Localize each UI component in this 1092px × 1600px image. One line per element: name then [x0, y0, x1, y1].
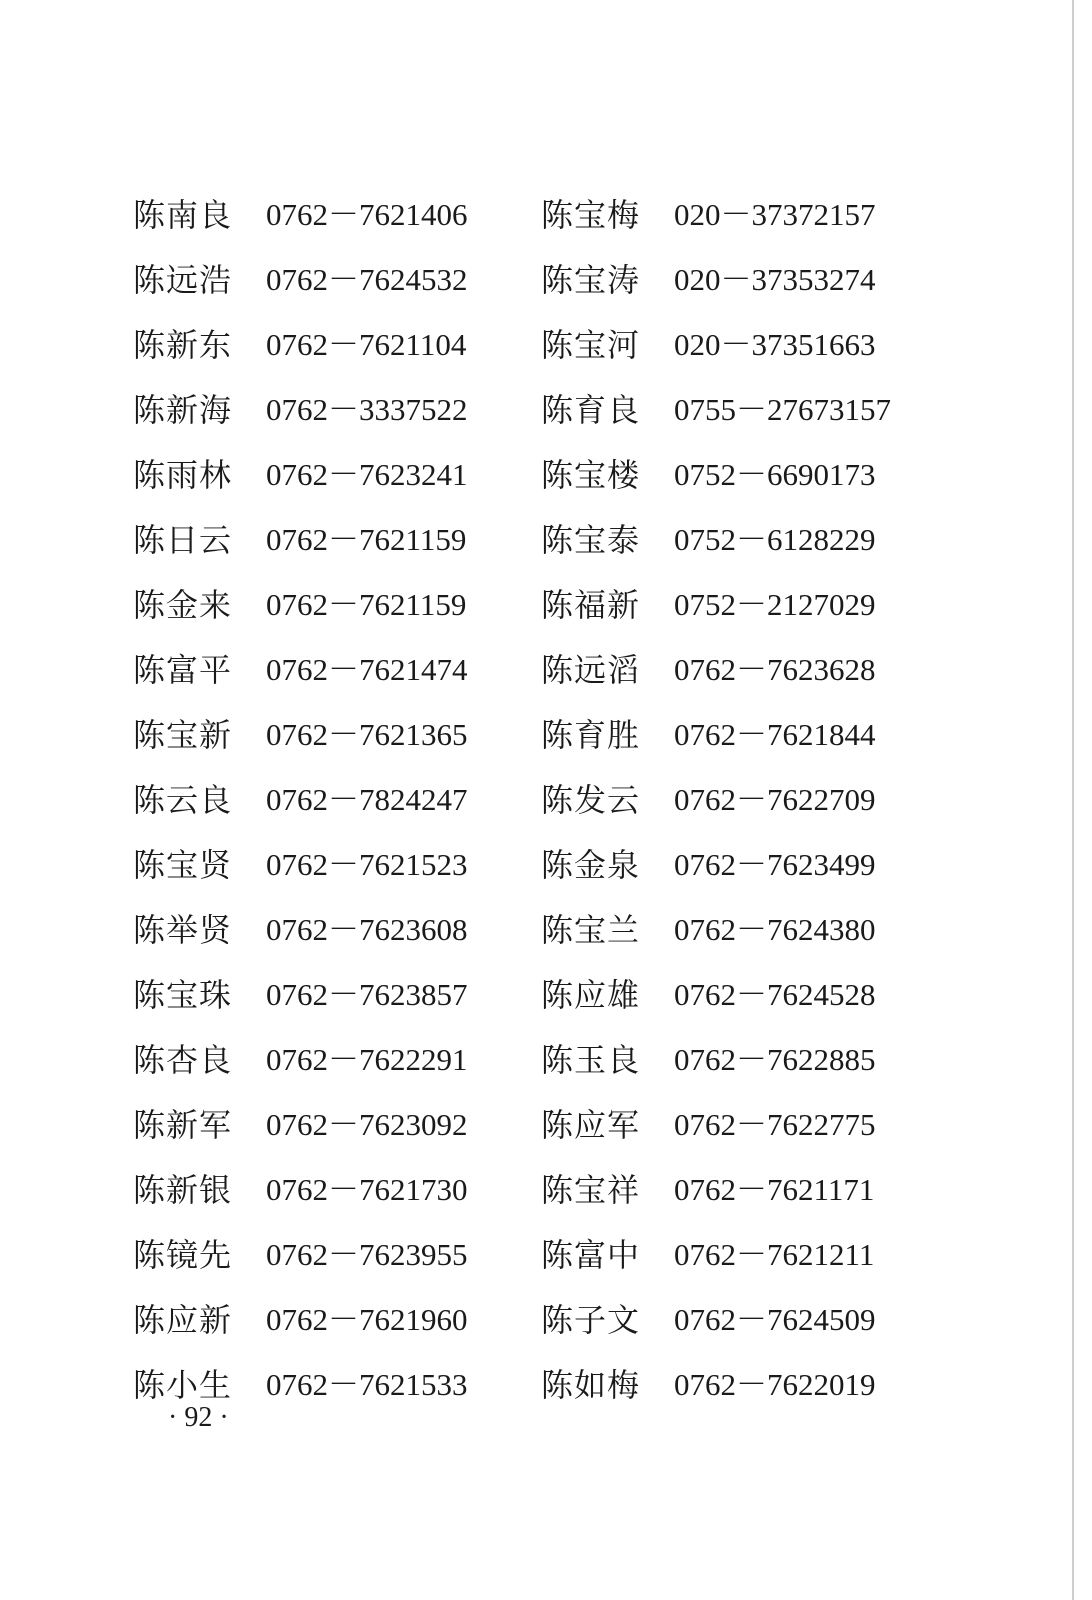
contact-name: 陈应新 [133, 1300, 233, 1339]
contact-name: 陈应军 [541, 1105, 641, 1144]
page-number: · 92 · [168, 1402, 229, 1433]
directory-entry-right [541, 637, 876, 702]
contact-phone: 0762－7623499 [674, 847, 876, 882]
contact-name: 陈宝泰 [541, 520, 641, 559]
contact-name: 陈南良 [133, 195, 233, 234]
directory-entry-left [133, 182, 468, 247]
contact-phone: 0762－7624528 [674, 977, 876, 1012]
contact-phone: 0752－6128229 [674, 522, 876, 557]
contact-name: 陈福新 [541, 585, 641, 624]
directory-row [0, 637, 1092, 702]
directory-entry-right [541, 377, 891, 442]
contact-name: 陈富平 [133, 650, 233, 689]
contact-phone: 0762－7623628 [674, 652, 876, 687]
contact-phone: 0762－7624509 [674, 1302, 876, 1337]
contact-phone: 0762－7621730 [266, 1172, 468, 1207]
contact-phone: 0762－7621171 [674, 1172, 875, 1207]
contact-phone: 0755－27673157 [674, 392, 891, 427]
contact-name: 陈杏良 [133, 1040, 233, 1079]
contact-phone: 0762－7621159 [266, 522, 467, 557]
directory-entry-left [133, 1157, 468, 1222]
contact-name: 陈新银 [133, 1170, 233, 1209]
contact-name: 陈育胜 [541, 715, 641, 754]
contact-name: 陈宝楼 [541, 455, 641, 494]
directory-entry-right [541, 247, 876, 312]
directory-row [0, 182, 1092, 247]
contact-name: 陈金泉 [541, 845, 641, 884]
directory-entry-right [541, 962, 876, 1027]
contact-name: 陈宝贤 [133, 845, 233, 884]
contact-phone: 020－37372157 [674, 197, 876, 232]
directory-entry-left [133, 377, 468, 442]
contact-phone: 0762－7622885 [674, 1042, 876, 1077]
directory-row [0, 767, 1092, 832]
directory-entry-right [541, 1157, 874, 1222]
contact-phone: 0762－7622775 [674, 1107, 876, 1142]
directory-row [0, 442, 1092, 507]
contact-name: 陈举贤 [133, 910, 233, 949]
contact-phone: 0762－7621104 [266, 327, 467, 362]
phone-directory [0, 182, 1092, 1417]
directory-row [0, 702, 1092, 767]
contact-name: 陈远滔 [541, 650, 641, 689]
directory-row [0, 507, 1092, 572]
contact-name: 陈发云 [541, 780, 641, 819]
contact-name: 陈云良 [133, 780, 233, 819]
page-edge-line [1072, 0, 1074, 1600]
contact-name: 陈新军 [133, 1105, 233, 1144]
directory-entry-left [133, 1027, 468, 1092]
contact-name: 陈小生 [133, 1365, 233, 1404]
directory-entry-right [541, 1287, 876, 1352]
contact-phone: 0762－7621406 [266, 197, 468, 232]
contact-phone: 0762－7622019 [674, 1367, 876, 1402]
contact-phone: 0762－7623608 [266, 912, 468, 947]
contact-name: 陈镜先 [133, 1235, 233, 1274]
contact-name: 陈子文 [541, 1300, 641, 1339]
directory-row [0, 1222, 1092, 1287]
contact-name: 陈宝新 [133, 715, 233, 754]
contact-phone: 0762－7621960 [266, 1302, 468, 1337]
directory-entry-left [133, 312, 466, 377]
directory-row [0, 1287, 1092, 1352]
directory-entry-right [541, 507, 876, 572]
contact-name: 陈宝梅 [541, 195, 641, 234]
directory-row [0, 1352, 1092, 1417]
contact-phone: 0762－3337522 [266, 392, 468, 427]
directory-entry-left [133, 572, 466, 637]
directory-row [0, 962, 1092, 1027]
contact-phone: 0752－6690173 [674, 457, 876, 492]
directory-entry-left [133, 442, 468, 507]
contact-name: 陈应雄 [541, 975, 641, 1014]
directory-entry-left [133, 962, 468, 1027]
directory-entry-right [541, 1027, 876, 1092]
directory-row [0, 832, 1092, 897]
contact-name: 陈金来 [133, 585, 233, 624]
contact-phone: 0762－7624380 [674, 912, 876, 947]
directory-entry-right [541, 767, 876, 832]
contact-phone: 0762－7824247 [266, 782, 468, 817]
directory-entry-right [541, 572, 876, 637]
directory-row [0, 247, 1092, 312]
directory-entry-right [541, 897, 876, 962]
contact-phone: 0762－7622709 [674, 782, 876, 817]
contact-phone: 0762－7621159 [266, 587, 467, 622]
directory-entry-right [541, 312, 876, 377]
contact-phone: 0752－2127029 [674, 587, 876, 622]
contact-phone: 0762－7623092 [266, 1107, 468, 1142]
directory-entry-left [133, 897, 468, 962]
directory-entry-left [133, 1222, 468, 1287]
directory-row [0, 1092, 1092, 1157]
contact-phone: 0762－7623241 [266, 457, 468, 492]
contact-name: 陈玉良 [541, 1040, 641, 1079]
directory-entry-right [541, 1222, 874, 1287]
directory-entry-right [541, 442, 876, 507]
directory-entry-left [133, 767, 468, 832]
directory-entry-left [133, 1287, 468, 1352]
directory-row [0, 377, 1092, 442]
directory-row [0, 897, 1092, 962]
contact-name: 陈如梅 [541, 1365, 641, 1404]
directory-entry-right [541, 182, 876, 247]
contact-name: 陈宝兰 [541, 910, 641, 949]
contact-name: 陈新海 [133, 390, 233, 429]
directory-row [0, 572, 1092, 637]
contact-phone: 0762－7623955 [266, 1237, 468, 1272]
contact-phone: 0762－7622291 [266, 1042, 468, 1077]
contact-phone: 020－37351663 [674, 327, 876, 362]
contact-phone: 020－37353274 [674, 262, 876, 297]
contact-phone: 0762－7621211 [674, 1237, 875, 1272]
contact-phone: 0762－7623857 [266, 977, 468, 1012]
contact-name: 陈宝涛 [541, 260, 641, 299]
contact-name: 陈宝珠 [133, 975, 233, 1014]
contact-name: 陈育良 [541, 390, 641, 429]
contact-name: 陈雨林 [133, 455, 233, 494]
contact-name: 陈日云 [133, 520, 233, 559]
contact-phone: 0762－7621844 [674, 717, 876, 752]
contact-phone: 0762－7621523 [266, 847, 468, 882]
directory-entry-left [133, 832, 468, 897]
directory-entry-left [133, 247, 468, 312]
directory-entry-right [541, 832, 876, 897]
directory-row [0, 1157, 1092, 1222]
directory-row [0, 312, 1092, 377]
directory-entry-left [133, 702, 468, 767]
contact-phone: 0762－7624532 [266, 262, 468, 297]
directory-entry-right [541, 1092, 876, 1157]
contact-name: 陈宝祥 [541, 1170, 641, 1209]
contact-phone: 0762－7621533 [266, 1367, 468, 1402]
contact-phone: 0762－7621365 [266, 717, 468, 752]
directory-entry-left [133, 1092, 468, 1157]
directory-entry-left [133, 507, 466, 572]
contact-name: 陈宝河 [541, 325, 641, 364]
directory-row [0, 1027, 1092, 1092]
directory-entry-right [541, 702, 876, 767]
contact-name: 陈富中 [541, 1235, 641, 1274]
directory-entry-right [541, 1352, 876, 1417]
contact-phone: 0762－7621474 [266, 652, 468, 687]
contact-name: 陈远浩 [133, 260, 233, 299]
contact-name: 陈新东 [133, 325, 233, 364]
directory-entry-left [133, 637, 468, 702]
